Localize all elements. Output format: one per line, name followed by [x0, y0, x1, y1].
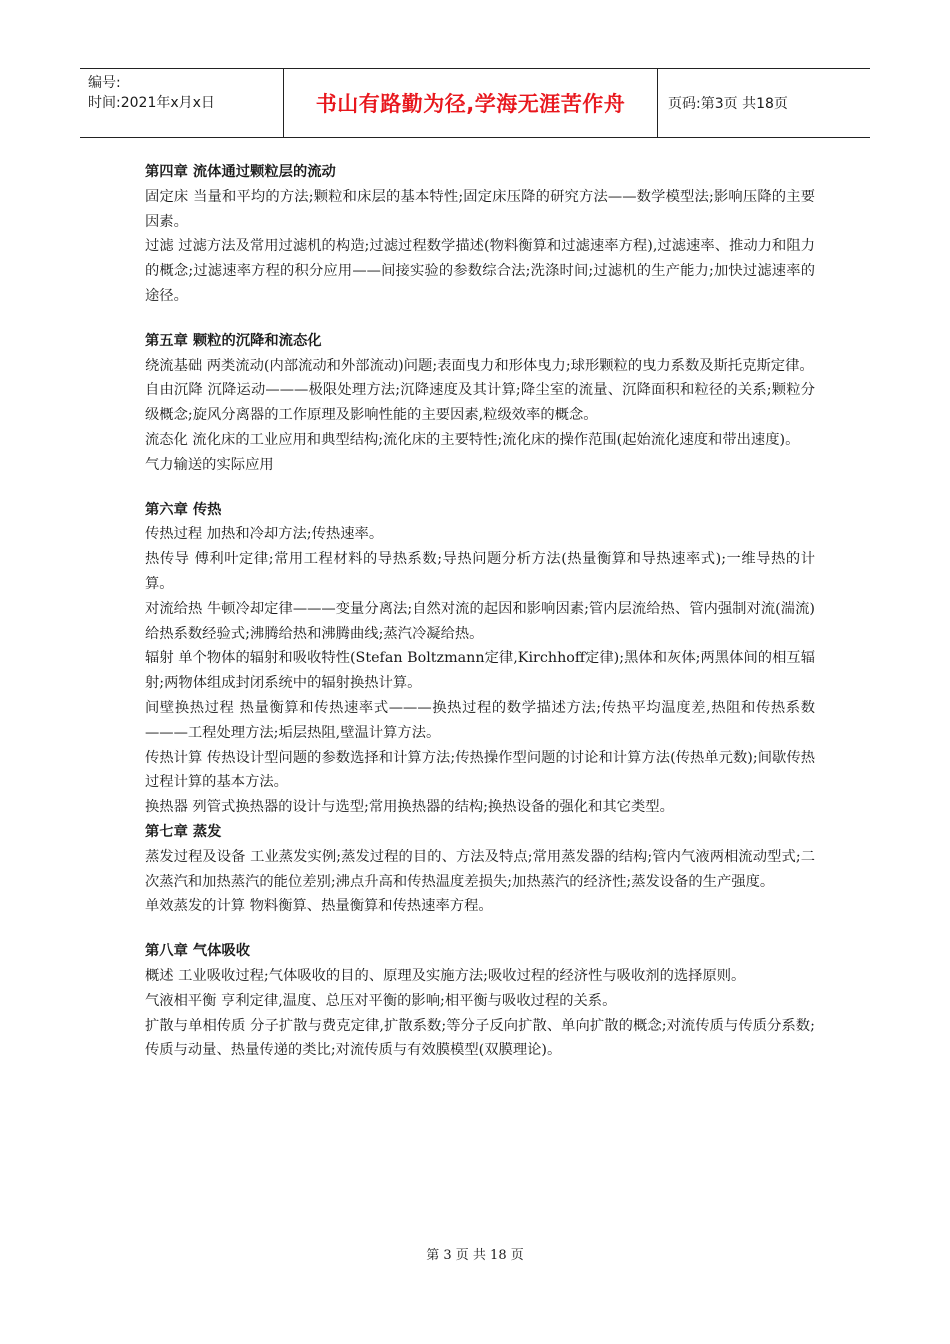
paragraph: 对流给热 牛顿冷却定律———变量分离法;自然对流的起因和影响因素;管内层流给热、管内强制对流(湍流)给热系数经验式;沸腾给热和沸腾曲线;蒸汽冷凝给热。	[145, 600, 815, 642]
paragraph: 流态化 流化床的工业应用和典型结构;流化床的主要特性;流化床的操作范围(起始流化速度和带出速度)。	[145, 431, 800, 448]
motto-text: 书山有路勤为径,学海无涯苦作舟	[315, 92, 626, 116]
paragraph: 概述 工业吸收过程;气体吸收的目的、原理及实施方法;吸收过程的经济性与吸收剂的选择原则。	[145, 967, 746, 984]
footer-page-number: 第 3 页 共 18 页	[426, 1248, 524, 1263]
paragraph: 传热过程 加热和冷却方法;传热速率。	[145, 526, 384, 543]
page-footer	[0, 1244, 950, 1263]
paragraph: 过滤 过滤方法及常用过滤机的构造;过滤过程数学描述(物料衡算和过滤速率方程),过滤速率、推动力和阻力的概念;过滤速率方程的积分应用——间接实验的参数综合法;洗涤时间;过滤机的生产能力;加快过滤速率的途径。	[145, 238, 815, 304]
page-info: 页码:第3页 共18页	[668, 96, 788, 112]
paragraph: 气液相平衡 亨利定律,温度、总压对平衡的影响;相平衡与吸收过程的关系。	[145, 992, 617, 1009]
paragraph: 辐射 单个物体的辐射和吸收特性(Stefan Boltzmann定律,Kirchhoff定律);黑体和灰体;两黑体间的相互辐射;两物体组成封闭系统中的辐射换热计算。	[145, 650, 815, 692]
chapter-6	[145, 498, 815, 820]
paragraph: 蒸发过程及设备 工业蒸发实例;蒸发过程的目的、方法及特点;常用蒸发器的结构;管内气液两相流动型式;二次蒸汽和加热蒸汽的能位差别;沸点升高和传热温度差损失;加热蒸汽的经济性;蒸发设备的生产强度。	[145, 848, 815, 890]
paragraph: 单效蒸发的计算 物料衡算、热量衡算和传热速率方程。	[145, 898, 493, 915]
chapter-title: 第八章 气体吸收	[145, 943, 251, 960]
chapter-5	[145, 329, 815, 478]
chapter-title: 第六章 传热	[145, 501, 222, 518]
document-body	[145, 160, 815, 1063]
paragraph: 自由沉降 沉降运动———极限处理方法;沉降速度及其计算;降尘室的流量、沉降面积和粒径的关系;颗粒分级概念;旋风分离器的工作原理及影响性能的主要因素,粒级效率的概念。	[145, 382, 815, 424]
document-header	[80, 68, 870, 138]
chapter-title: 第五章 颗粒的沉降和流态化	[145, 332, 322, 349]
paragraph: 气力输送的实际应用	[145, 456, 274, 473]
paragraph: 热传导 傅利叶定律;常用工程材料的导热系数;导热问题分析方法(热量衡算和导热速率式);一维导热的计算。	[145, 551, 815, 592]
paragraph: 扩散与单相传质 分子扩散与费克定律,扩散系数;等分子反向扩散、单向扩散的概念;对流传质与传质分系数;传质与动量、热量传递的类比;对流传质与有效膜模型(双膜理论)。	[145, 1017, 815, 1059]
paragraph: 传热计算 传热设计型问题的参数选择和计算方法;传热操作型问题的讨论和计算方法(传热单元数);间歇传热过程计算的基本方法。	[145, 749, 815, 791]
chapter-8	[145, 939, 815, 1063]
number-label: 编号:	[88, 75, 121, 91]
header-page-cell	[658, 69, 870, 137]
chapter-7	[145, 820, 815, 919]
paragraph: 换热器 列管式换热器的设计与选型;常用换热器的结构;换热设备的强化和其它类型。	[145, 799, 674, 816]
chapter-4	[145, 160, 815, 309]
chapter-title: 第七章 蒸发	[145, 823, 222, 840]
paragraph: 间壁换热过程 热量衡算和传热速率式———换热过程的数学描述方法;传热平均温度差,热阻和传热系数———工程处理方法;垢层热阻,壁温计算方法。	[145, 699, 815, 741]
time-label: 时间:2021年x月x日	[88, 95, 215, 111]
chapter-title: 第四章 流体通过颗粒层的流动	[145, 164, 336, 180]
header-meta	[80, 69, 284, 137]
header-motto-cell	[284, 69, 658, 137]
paragraph: 绕流基础 两类流动(内部流动和外部流动)问题;表面曳力和形体曳力;球形颗粒的曳力系数及斯托克斯定律。	[145, 357, 814, 374]
paragraph: 固定床 当量和平均的方法;颗粒和床层的基本特性;固定床压降的研究方法——数学模型法;影响压降的主要因素。	[145, 188, 815, 230]
